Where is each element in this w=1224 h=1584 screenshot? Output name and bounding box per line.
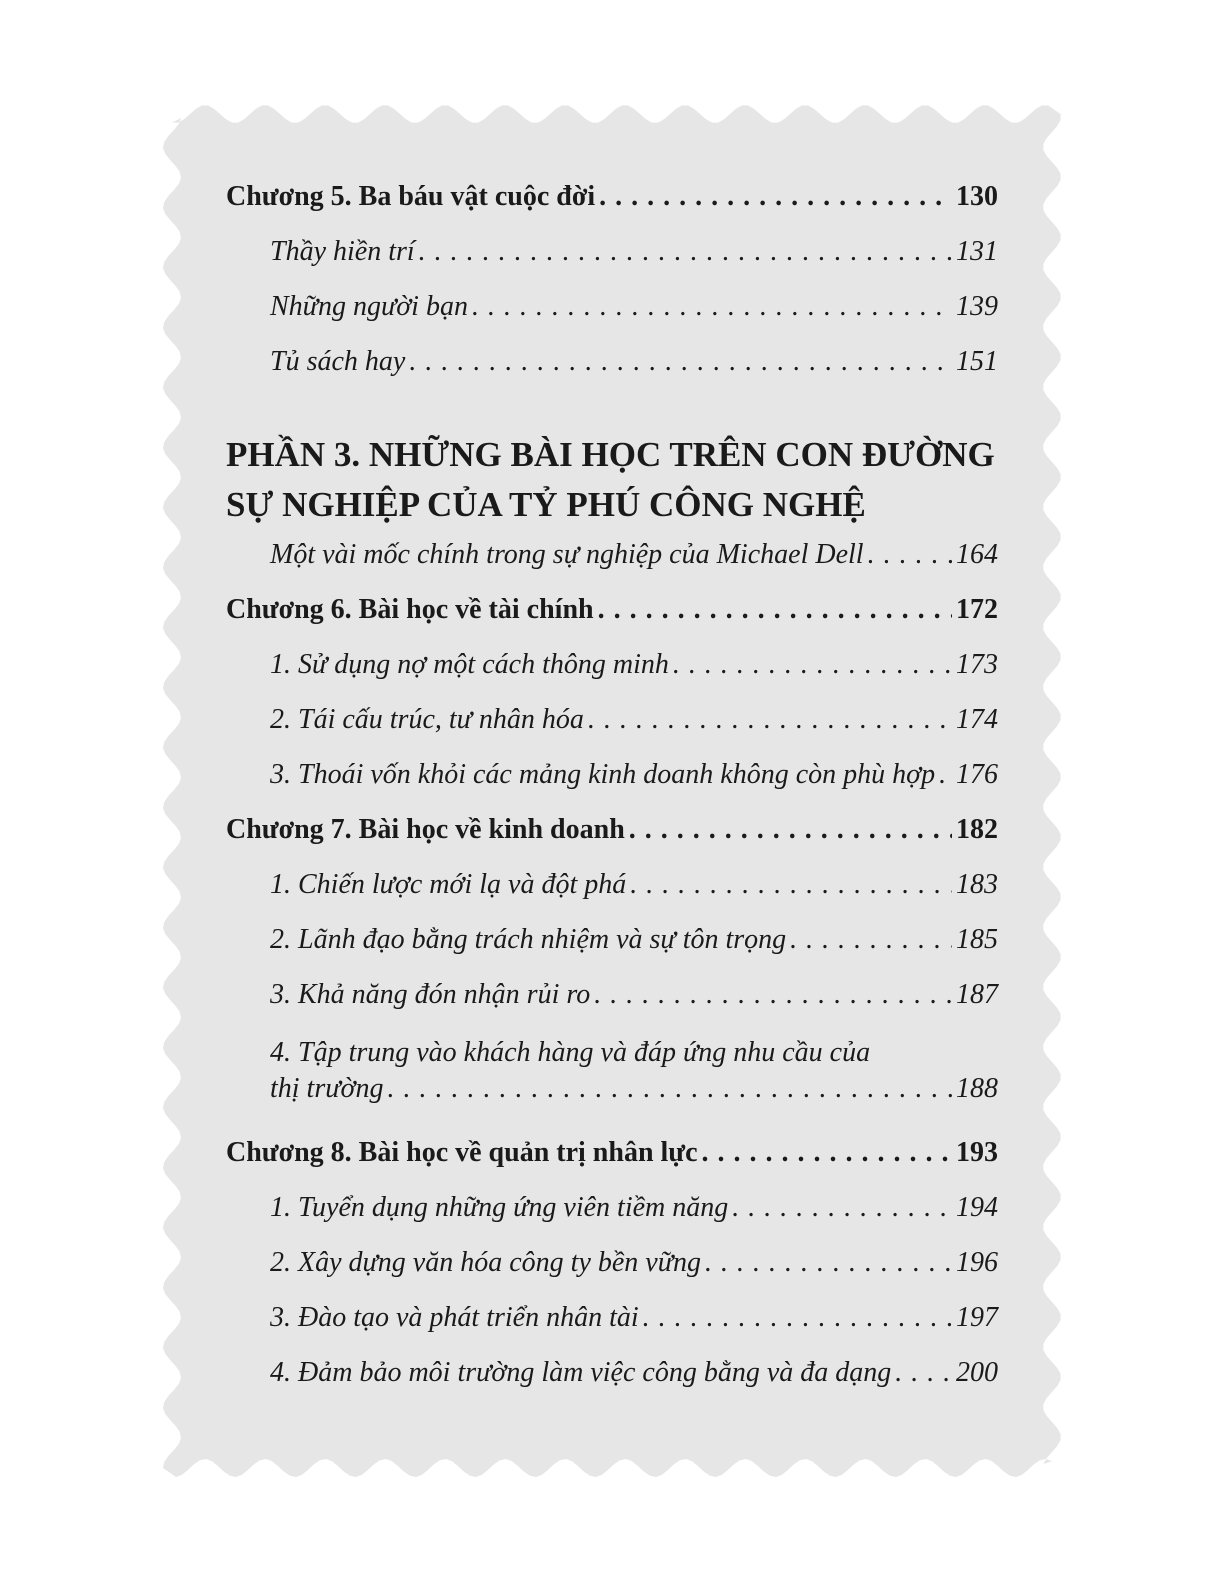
page-number: 196 bbox=[956, 1247, 998, 1278]
toc-item[interactable] bbox=[226, 758, 998, 813]
dot-leader bbox=[790, 923, 952, 957]
item-title: 2. Xây dựng văn hóa công ty bền vững bbox=[270, 1247, 701, 1278]
item-title: 2. Tái cấu trúc, tư nhân hóa bbox=[270, 704, 584, 735]
toc-chapter-8[interactable] bbox=[226, 1136, 998, 1191]
page-number: 183 bbox=[956, 869, 998, 900]
item-title-line-2: thị trường bbox=[270, 1073, 384, 1104]
page-number: 188 bbox=[956, 1073, 998, 1104]
dot-leader bbox=[939, 758, 952, 792]
toc-item[interactable] bbox=[226, 923, 998, 978]
page-number: 176 bbox=[956, 759, 998, 790]
toc-item[interactable] bbox=[226, 1191, 998, 1246]
page-number: 182 bbox=[956, 814, 998, 845]
page-number: 187 bbox=[956, 979, 998, 1010]
item-title: 4. Đảm bảo môi trường làm việc công bằng và đa dạng bbox=[270, 1357, 892, 1388]
toc-item[interactable] bbox=[226, 703, 998, 758]
item-title: 3. Khả năng đón nhận rủi ro bbox=[270, 979, 591, 1010]
toc-item[interactable] bbox=[226, 345, 998, 400]
dot-leader bbox=[702, 1136, 952, 1170]
item-title: 1. Tuyển dụng những ứng viên tiềm năng bbox=[270, 1192, 729, 1223]
chapter-title: Chương 6. Bài học về tài chính bbox=[226, 594, 594, 625]
dot-leader bbox=[895, 1356, 952, 1390]
dot-leader bbox=[868, 538, 952, 572]
page-number: 193 bbox=[956, 1137, 998, 1168]
item-title: 1. Sử dụng nợ một cách thông minh bbox=[270, 649, 669, 680]
dot-leader bbox=[705, 1246, 952, 1280]
toc-item-line-2 bbox=[270, 1072, 998, 1106]
toc-item[interactable] bbox=[226, 538, 998, 593]
page-number: 174 bbox=[956, 704, 998, 735]
item-title: Một vài mốc chính trong sự nghiệp của Michael Dell bbox=[270, 539, 864, 570]
dot-leader bbox=[594, 978, 952, 1012]
item-title: Thầy hiền trí bbox=[270, 236, 415, 267]
item-title: 3. Đào tạo và phát triển nhân tài bbox=[270, 1302, 639, 1333]
part-heading-line-2: SỰ NGHIỆP CỦA TỶ PHÚ CÔNG NGHỆ bbox=[226, 485, 866, 524]
dot-leader bbox=[599, 180, 952, 214]
page-number: 173 bbox=[956, 649, 998, 680]
page-number: 200 bbox=[956, 1357, 998, 1388]
dot-leader bbox=[588, 703, 952, 737]
dot-leader bbox=[409, 345, 952, 379]
toc-item[interactable] bbox=[226, 235, 998, 290]
toc-item[interactable] bbox=[226, 978, 998, 1033]
dot-leader bbox=[419, 235, 952, 269]
toc-chapter-7[interactable] bbox=[226, 813, 998, 868]
toc-item[interactable] bbox=[226, 290, 998, 345]
page-number: 185 bbox=[956, 924, 998, 955]
dot-leader bbox=[472, 290, 952, 324]
dot-leader bbox=[643, 1301, 952, 1335]
item-title-line-1: 4. Tập trung vào khách hàng và đáp ứng nhu cầu của bbox=[270, 1037, 871, 1068]
dot-leader bbox=[673, 648, 952, 682]
part-heading bbox=[226, 430, 998, 530]
item-title: 1. Chiến lược mới lạ và đột phá bbox=[270, 869, 627, 900]
table-of-contents bbox=[226, 180, 998, 1411]
toc-item[interactable] bbox=[226, 1301, 998, 1356]
dot-leader bbox=[630, 868, 952, 902]
dot-leader bbox=[629, 813, 952, 847]
toc-item[interactable] bbox=[226, 648, 998, 703]
toc-item-multiline[interactable] bbox=[226, 1033, 998, 1136]
page-number: 139 bbox=[956, 291, 998, 322]
item-title: Tủ sách hay bbox=[270, 346, 406, 377]
toc-chapter-6[interactable] bbox=[226, 593, 998, 648]
toc-chapter-5[interactable] bbox=[226, 180, 998, 235]
item-title: 2. Lãnh đạo bằng trách nhiệm và sự tôn trọng bbox=[270, 924, 787, 955]
page-number: 194 bbox=[956, 1192, 998, 1223]
page-number: 197 bbox=[956, 1302, 998, 1333]
chapter-title: Chương 8. Bài học về quản trị nhân lực bbox=[226, 1137, 698, 1168]
chapter-title: Chương 7. Bài học về kinh doanh bbox=[226, 814, 625, 845]
item-title: 3. Thoái vốn khỏi các mảng kinh doanh không còn phù hợp bbox=[270, 759, 936, 790]
chapter-title: Chương 5. Ba báu vật cuộc đời bbox=[226, 181, 596, 212]
dot-leader bbox=[732, 1191, 952, 1225]
toc-item[interactable] bbox=[226, 868, 998, 923]
part-heading-line-1: PHẦN 3. NHỮNG BÀI HỌC TRÊN CON ĐƯỜNG bbox=[226, 435, 995, 474]
page-number: 130 bbox=[956, 181, 998, 212]
page-number: 131 bbox=[956, 236, 998, 267]
page-number: 151 bbox=[956, 346, 998, 377]
toc-item[interactable] bbox=[226, 1356, 998, 1411]
dot-leader bbox=[598, 593, 952, 627]
item-title: Những người bạn bbox=[270, 291, 468, 322]
dot-leader bbox=[387, 1072, 952, 1106]
page-number: 172 bbox=[956, 594, 998, 625]
page-number: 164 bbox=[956, 539, 998, 570]
toc-item[interactable] bbox=[226, 1246, 998, 1301]
